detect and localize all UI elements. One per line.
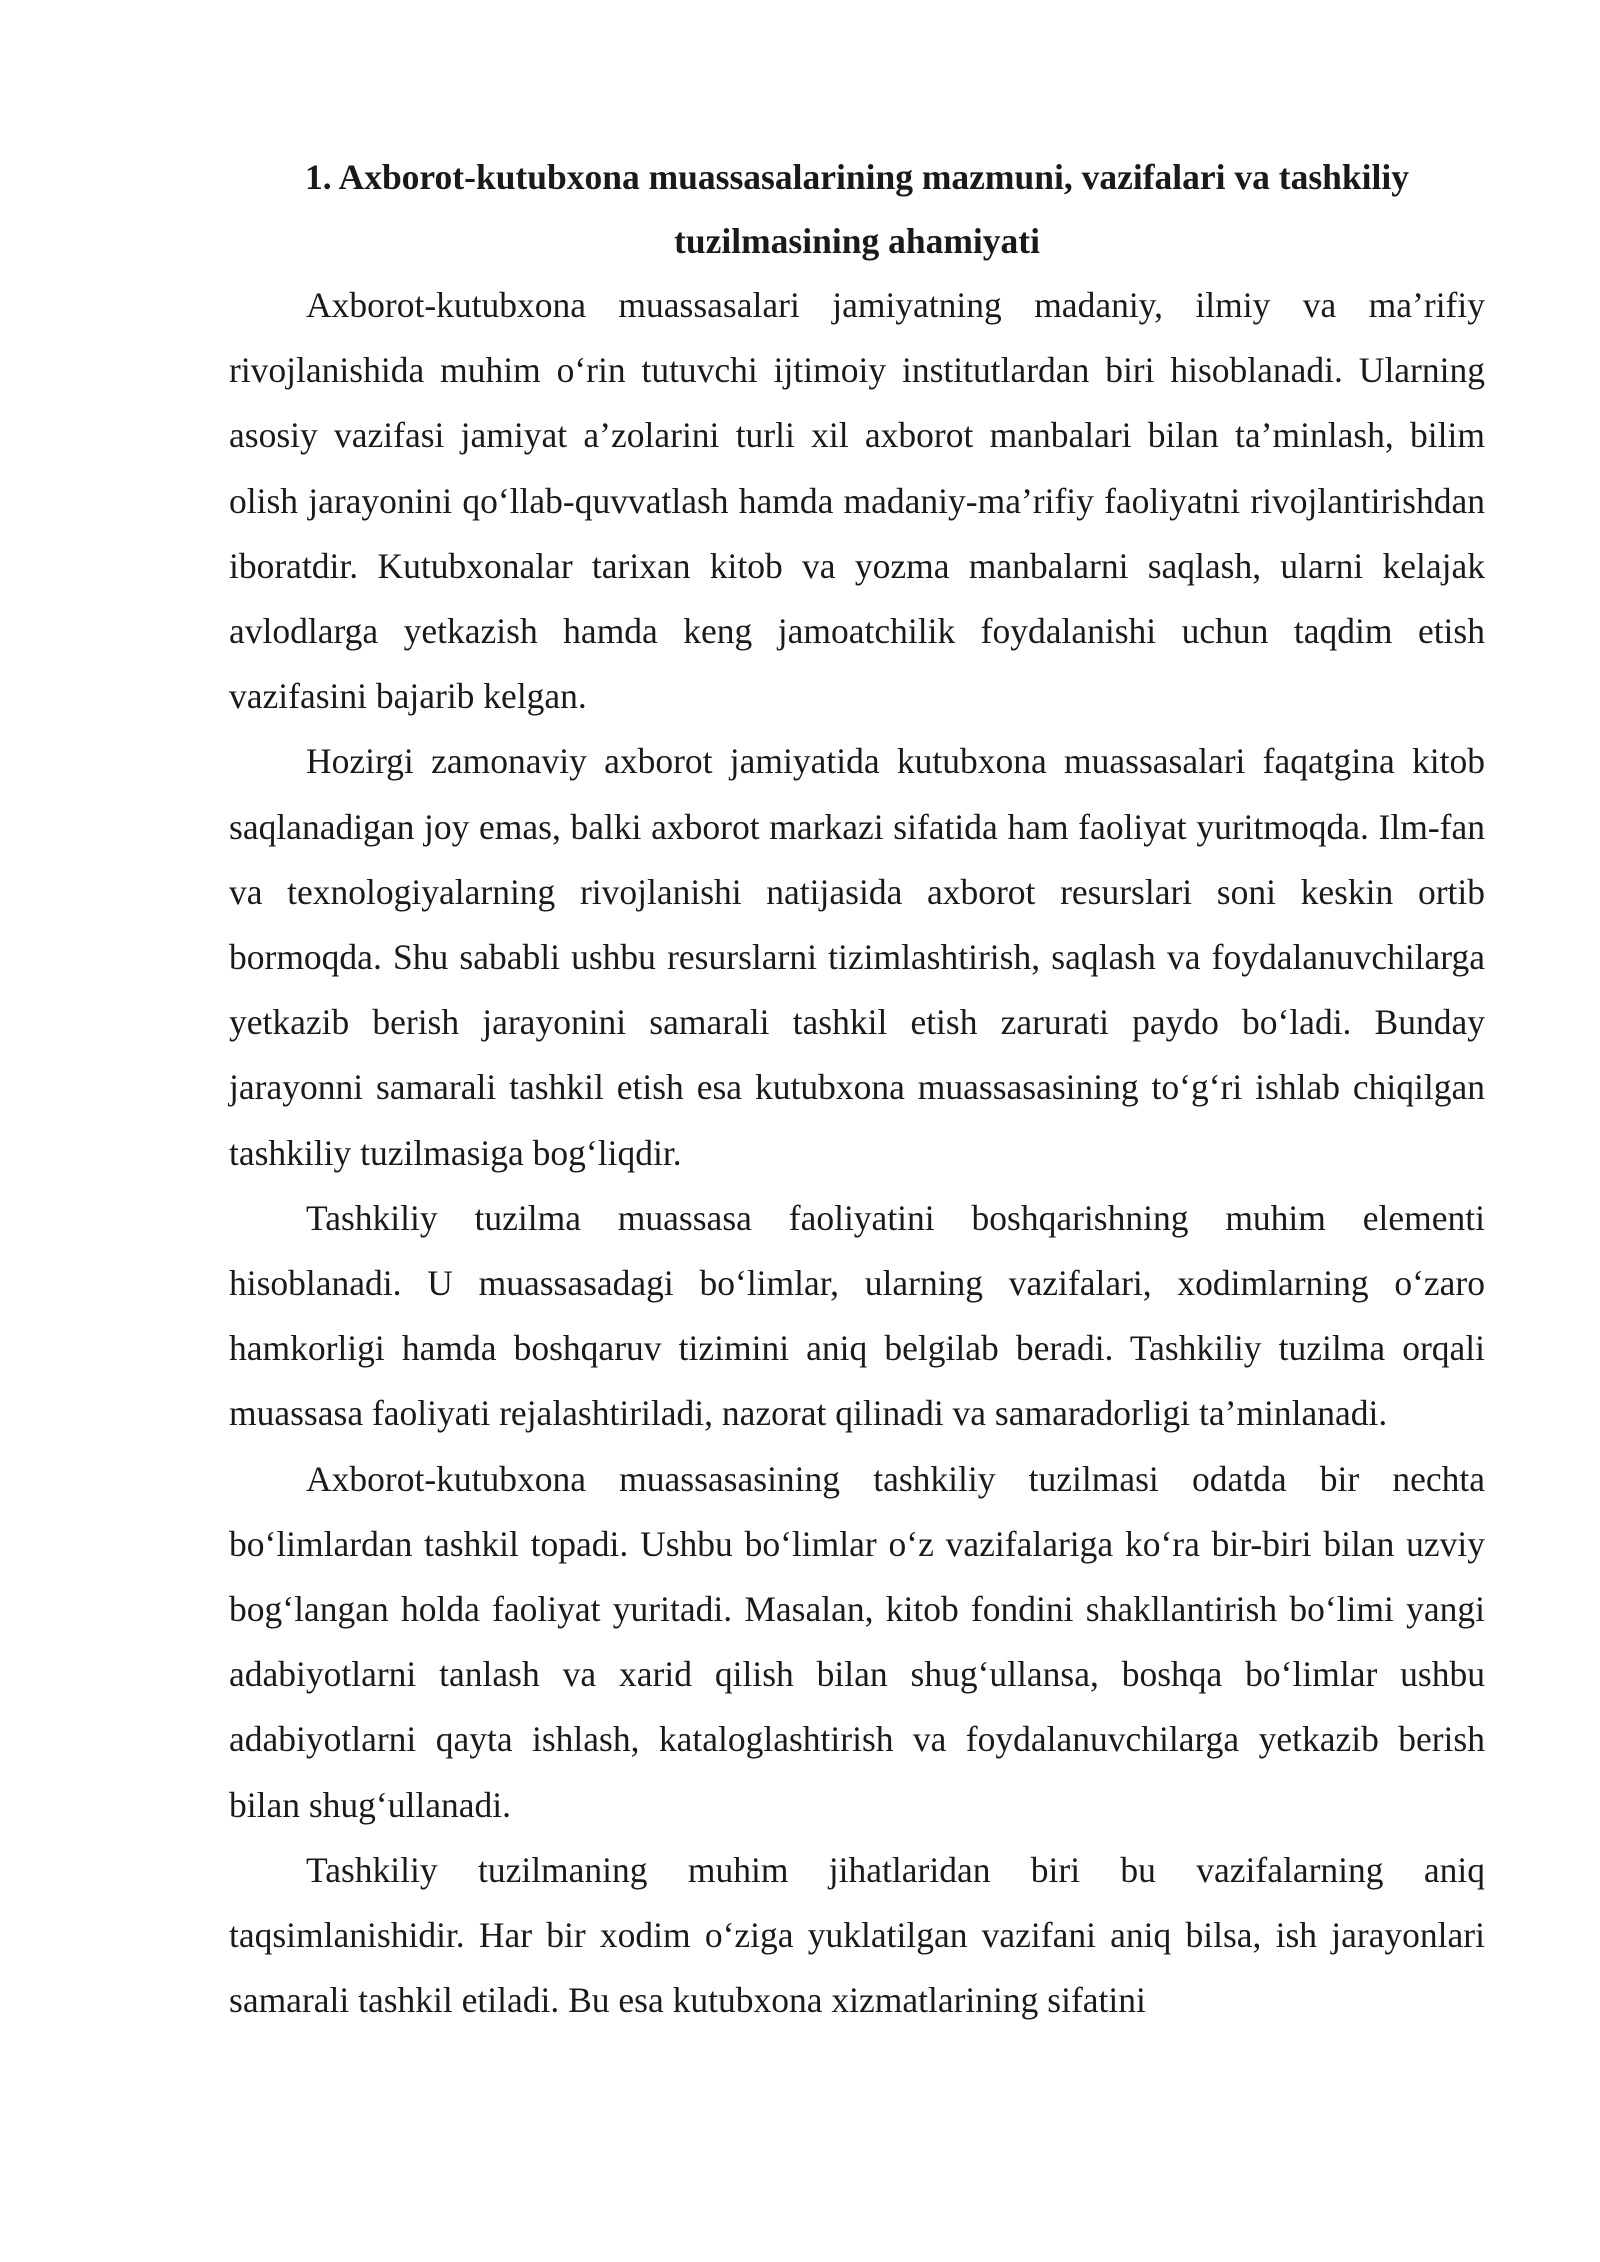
section-heading: 1. Axborot-kutubxona muassasalarining mazmuni, vazifalari va tashkiliy tuzilmasining ahamiyati [305, 157, 1409, 261]
paragraph-2: Hozirgi zamonaviy axborot jamiyatida kutubxona muassasalari faqatgina kitob saqlanadigan joy emas, balki axborot markazi sifatida ham faoliyat yuritmoqda. Ilm-fan va texnologiyalarning rivojlanishi natijasida axborot resurslari soni keskin ortib bormoqda. Shu sababli ushbu resurslarni tizimlashtirish, saqlash va foydalanuvchilarga yetkazib berish jarayonini samarali tashkil etish zarurati paydo bo‘ladi. Bunday jarayonni samarali tashkil etish esa kutubxona muassasasining to‘g‘ri ishlab chiqilgan tashkiliy tuzilmasiga bog‘liqdir. [229, 741, 1485, 1173]
paragraph-3: Tashkiliy tuzilma muassasa faoliyatini boshqarishning muhim elementi hisoblanadi. U muassasadagi bo‘limlar, ularning vazifalari, xodimlarning o‘zaro hamkorligi hamda boshqaruv tizimini aniq belgilab beradi. Tashkiliy tuzilma orqali muassasa faoliyati rejalashtiriladi, nazorat qilinadi va samaradorligi ta’minlanadi. [229, 1197, 1485, 1434]
paragraph-5: Tashkiliy tuzilmaning muhim jihatlaridan biri bu vazifalarning aniq taqsimlanishidir. Har bir xodim o‘ziga yuklatilgan vazifani aniq bilsa, ish jarayonlari samarali tashkil etiladi. Bu esa kutubxona xizmatlarining sifatini [229, 1849, 1485, 2021]
paragraph-1: Axborot-kutubxona muassasalari jamiyatning madaniy, ilmiy va ma’rifiy rivojlanishida muhim o‘rin tutuvchi ijtimoiy institutlardan biri hisoblanadi. Ularning asosiy vazifasi jamiyat a’zolarini turli xil axborot manbalari bilan ta’minlash, bilim olish jarayonini qo‘llab-quvvatlash hamda madaniy-ma’rifiy faoliyatni rivojlantirishdan iboratdir. Kutubxonalar tarixan kitob va yozma manbalarni saqlash, ularni kelajak avlodlarga yetkazish hamda keng jamoatchilik foydalanishi uchun taqdim etish vazifasini bajarib kelgan. [229, 285, 1485, 717]
paragraph-4: Axborot-kutubxona muassasasining tashkiliy tuzilmasi odatda bir nechta bo‘limlardan tashkil topadi. Ushbu bo‘limlar o‘z vazifalariga ko‘ra bir-biri bilan uzviy bog‘langan holda faoliyat yuritadi. Masalan, kitob fondini shakllantirish bo‘limi yangi adabiyotlarni tanlash va xarid qilish bilan shug‘ullansa, boshqa bo‘limlar ushbu adabiyotlarni qayta ishlash, kataloglashtirish va foydalanuvchilarga yetkazib berish bilan shug‘ullanadi. [229, 1458, 1485, 1825]
document-body [229, 145, 1485, 2033]
